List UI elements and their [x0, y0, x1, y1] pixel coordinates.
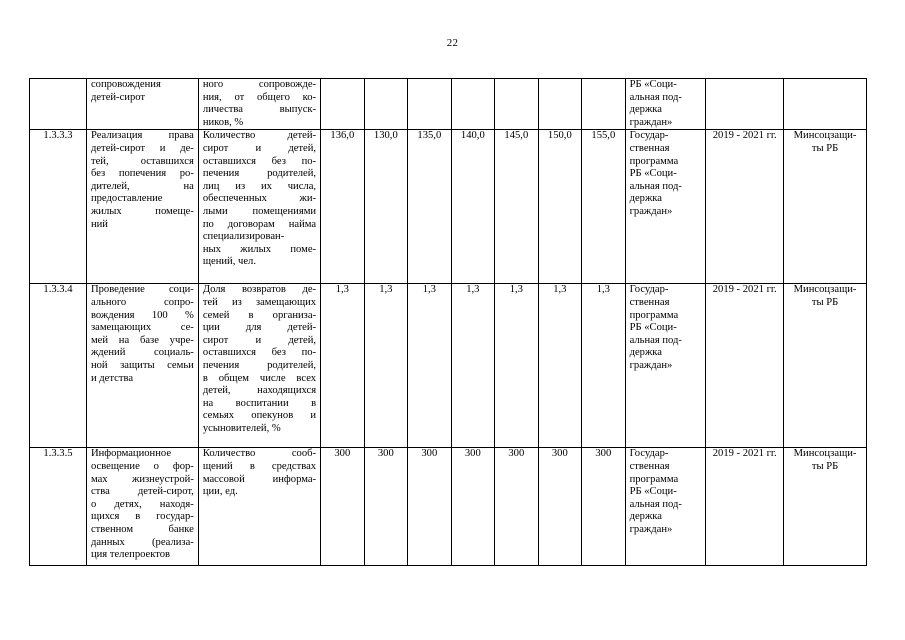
text-line: ции, ед. — [202, 486, 238, 498]
indicator-value: 136,0 — [321, 130, 365, 284]
text-line: ственная — [629, 460, 670, 472]
executor-text — [788, 284, 862, 309]
text-line: тей из замещающих — [202, 296, 317, 308]
text-line: сопровождения — [90, 79, 161, 90]
text-line: РБ «Соци- — [629, 322, 677, 334]
text-line: в общем числе всех — [202, 372, 317, 384]
text-line: массовой информа- — [202, 473, 317, 485]
text-line: Количество детей- — [202, 130, 317, 142]
text-line: сирот и детей, — [202, 142, 317, 154]
text-line: граждан» — [629, 116, 673, 128]
measure-code: 1.3.3.5 — [30, 448, 87, 566]
text-line: Доля возвратов де- — [202, 284, 317, 296]
event-text — [91, 448, 194, 561]
text-line: ждений социаль- — [90, 347, 194, 359]
page-number: 22 — [446, 37, 459, 49]
text-line: печения родителей, — [202, 168, 317, 180]
text-line: ты РБ — [811, 460, 839, 472]
event-text — [91, 130, 194, 231]
implementation-period: 2019 - 2021 гг. — [706, 284, 784, 448]
indicator-name — [198, 448, 320, 566]
executor — [784, 448, 867, 566]
executor — [784, 79, 867, 130]
text-line: детей-сирот — [90, 91, 146, 103]
source-text — [630, 130, 702, 218]
text-line: лыми помещениями — [202, 205, 317, 217]
indicator-text — [203, 130, 316, 269]
text-line: обеспеченных жи- — [202, 193, 317, 205]
indicator-name — [198, 130, 320, 284]
text-line: семей в организа- — [202, 309, 317, 321]
text-line: ства детей-сирот, — [90, 486, 194, 498]
text-line: личества выпуск- — [202, 104, 317, 116]
text-line: граждан» — [629, 523, 673, 535]
indicator-name — [198, 79, 320, 130]
text-line: ции для детей- — [202, 322, 317, 334]
indicator-value: 140,0 — [451, 130, 495, 284]
text-line: РБ «Соци- — [629, 168, 677, 180]
funding-source — [625, 448, 706, 566]
text-line: Государ- — [629, 130, 669, 142]
executor-text — [788, 448, 862, 473]
text-line: по договорам найма — [202, 218, 317, 230]
text-line: ственном банке — [90, 523, 194, 535]
indicator-value: 1,3 — [495, 284, 539, 448]
text-line: щихся в государ- — [90, 511, 194, 523]
measure-code — [30, 79, 87, 130]
measure-name — [86, 79, 198, 130]
text-line: Проведение соци- — [90, 284, 194, 296]
text-line: дителей, на — [90, 180, 194, 192]
text-line: ственная — [629, 142, 670, 154]
text-line: программа — [629, 155, 679, 167]
text-line: Реализация права — [90, 130, 194, 142]
implementation-period: 2019 - 2021 гг. — [706, 130, 784, 284]
text-line: сирот и детей, — [202, 334, 317, 346]
text-line: граждан» — [629, 359, 673, 371]
text-line: ний — [90, 218, 108, 230]
text-line: усыновителей, % — [202, 422, 281, 434]
indicator-value: 135,0 — [408, 130, 452, 284]
text-line: щений, чел. — [202, 256, 256, 268]
indicator-value: 1,3 — [538, 284, 582, 448]
text-line: специализирован- — [202, 231, 285, 243]
source-text — [630, 79, 702, 129]
implementation-period — [706, 79, 784, 130]
table-row — [30, 448, 867, 566]
indicator-value — [538, 79, 582, 130]
text-line: программа — [629, 309, 679, 321]
text-line: без попечения ро- — [90, 168, 194, 180]
text-line: ального сопро- — [90, 296, 194, 308]
indicator-value — [451, 79, 495, 130]
indicator-value — [408, 79, 452, 130]
text-line: щений в средствах — [202, 460, 317, 472]
text-line: детей-сирот и де- — [90, 142, 194, 154]
text-line: альная под- — [629, 180, 682, 192]
text-line: печения родителей, — [202, 359, 317, 371]
text-line: ция телепроектов — [90, 549, 171, 561]
indicator-value — [321, 79, 365, 130]
indicator-value: 1,3 — [321, 284, 365, 448]
text-line: оставшихся без по- — [202, 347, 317, 359]
table-row — [30, 284, 867, 448]
indicator-value: 150,0 — [538, 130, 582, 284]
text-line: граждан» — [629, 205, 673, 217]
indicator-name — [198, 284, 320, 448]
text-line: ного сопровожде- — [202, 79, 317, 90]
text-line: РБ «Соци- — [629, 79, 677, 90]
text-line: держка — [629, 193, 662, 205]
executor-text — [788, 130, 862, 155]
text-line: вождения 100 % — [90, 309, 194, 321]
indicator-text — [203, 448, 316, 498]
text-line: семьях опекунов и — [202, 410, 317, 422]
text-line: лиц из их числа, — [202, 180, 317, 192]
text-line: тей, оставшихся — [90, 155, 194, 167]
indicator-value: 300 — [538, 448, 582, 566]
program-measures-table — [29, 78, 867, 566]
text-line: оставшихся без по- — [202, 155, 317, 167]
indicator-text — [203, 284, 316, 435]
text-line: ственная — [629, 296, 670, 308]
measure-name — [86, 130, 198, 284]
indicator-value — [582, 79, 626, 130]
text-line: Минсоцзащи- — [793, 448, 857, 460]
indicator-value: 300 — [495, 448, 539, 566]
text-line: Государ- — [629, 284, 669, 296]
text-line: ников, % — [202, 116, 244, 128]
text-line: о детях, находя- — [90, 498, 194, 510]
text-line: ной защиты семьи — [90, 359, 194, 371]
text-line: мах жизнеустрой- — [90, 473, 194, 485]
indicator-value: 1,3 — [408, 284, 452, 448]
indicator-value: 300 — [364, 448, 408, 566]
funding-source — [625, 284, 706, 448]
indicator-value: 300 — [321, 448, 365, 566]
table-row — [30, 130, 867, 284]
indicator-value — [364, 79, 408, 130]
indicator-value: 130,0 — [364, 130, 408, 284]
text-line: альная под- — [629, 91, 682, 103]
text-line: ных жилых поме- — [202, 243, 317, 255]
text-line: держка — [629, 347, 662, 359]
executor — [784, 284, 867, 448]
text-line: ты РБ — [811, 296, 839, 308]
table-body — [30, 79, 867, 566]
text-line: жилых помеще- — [90, 205, 194, 217]
text-line: ты РБ — [811, 142, 839, 154]
implementation-period: 2019 - 2021 гг. — [706, 448, 784, 566]
text-line: держка — [629, 104, 662, 116]
indicator-value: 300 — [408, 448, 452, 566]
text-line: Количество сооб- — [202, 448, 317, 460]
measure-code: 1.3.3.3 — [30, 130, 87, 284]
measure-code: 1.3.3.4 — [30, 284, 87, 448]
indicator-text — [203, 79, 316, 129]
text-line: на воспитании в — [202, 397, 317, 409]
text-line: освещение о фор- — [90, 460, 194, 472]
text-line: и детства — [90, 372, 134, 384]
event-text — [91, 284, 194, 385]
text-line: программа — [629, 473, 679, 485]
funding-source — [625, 130, 706, 284]
funding-source — [625, 79, 706, 130]
source-text — [630, 448, 702, 536]
indicator-value: 155,0 — [582, 130, 626, 284]
text-line: мей на базе учре- — [90, 334, 194, 346]
text-line: данных (реализа- — [90, 536, 194, 548]
indicator-value — [495, 79, 539, 130]
text-line: Информационное — [90, 448, 172, 460]
text-line: Государ- — [629, 448, 669, 460]
text-line: Минсоцзащи- — [793, 130, 857, 142]
text-line: РБ «Соци- — [629, 486, 677, 498]
measure-name — [86, 284, 198, 448]
text-line: альная под- — [629, 498, 682, 510]
text-line: Минсоцзащи- — [793, 284, 857, 296]
measure-name — [86, 448, 198, 566]
indicator-value: 145,0 — [495, 130, 539, 284]
table-row — [30, 79, 867, 130]
indicator-value: 300 — [451, 448, 495, 566]
indicator-value: 1,3 — [582, 284, 626, 448]
source-text — [630, 284, 702, 372]
text-line: замещающих се- — [90, 322, 194, 334]
indicator-value: 1,3 — [364, 284, 408, 448]
text-line: альная под- — [629, 334, 682, 346]
text-line: предоставление — [90, 193, 163, 205]
text-line: держка — [629, 511, 662, 523]
indicator-value: 1,3 — [451, 284, 495, 448]
indicator-value: 300 — [582, 448, 626, 566]
event-text — [91, 79, 194, 104]
text-line: детей, находящихся — [202, 385, 317, 397]
text-line: ния, от общего ко- — [202, 91, 317, 103]
executor — [784, 130, 867, 284]
